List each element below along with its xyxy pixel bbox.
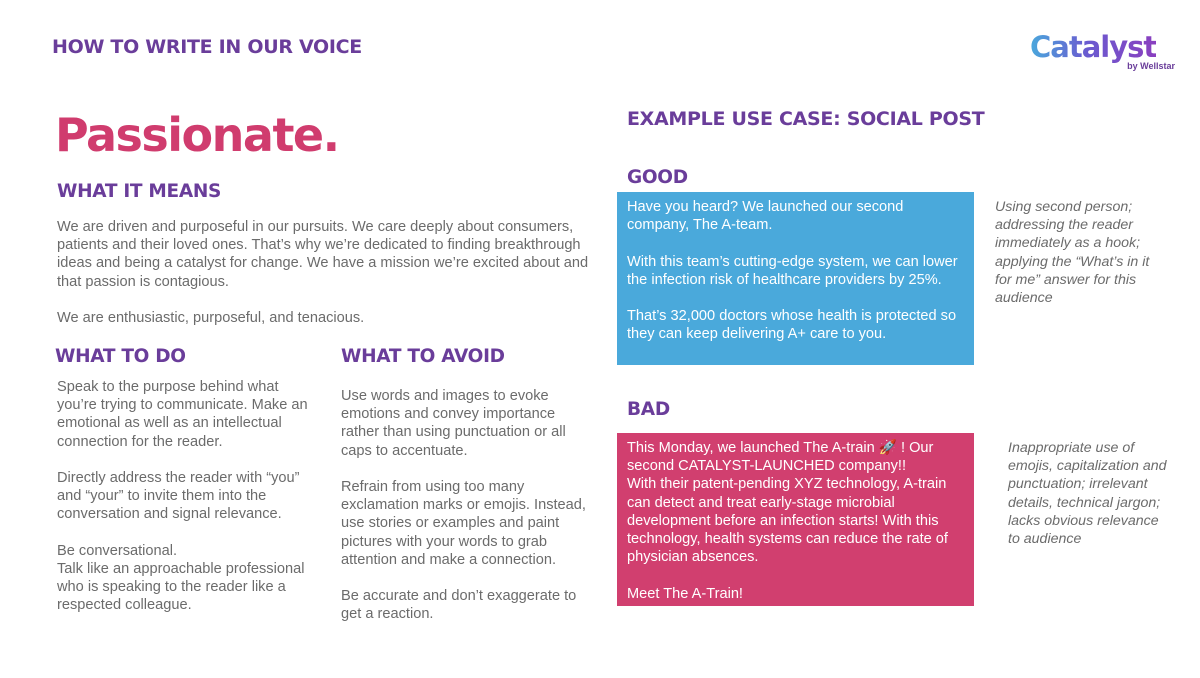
what-it-means-body: We are driven and purposeful in our pursuits. We care deeply about consumers, patients and their loved ones. That’s why we’re dedicated to finding breakthrough ideas and being a catalyst for change. We have a mission we’re excited about and that passion is contagious. We are enthusiastic, purposeful, and tenacious. [57, 219, 589, 327]
catalyst-logo [1030, 30, 1175, 74]
good-label: GOOD [627, 167, 688, 188]
what-to-avoid-body: Use words and images to evoke emotions and convey importance rather than using punctuation or all caps to accentuate. Refrain from using too many exclamation marks or emojis. Instead, use stories or examples and paint pictures with your words to grab attention and make a connection. Be accurate and don’t exaggerate to get a reaction. [341, 388, 586, 623]
good-note: Using second person; addressing the reader immediately as a hook; applying the “What’s in it for me” answer for this audience [995, 199, 1150, 307]
page-title: Passionate. [55, 108, 339, 162]
what-to-do-heading: WHAT TO DO [55, 346, 186, 367]
page-header-title: HOW TO WRITE IN OUR VOICE [52, 36, 362, 58]
bad-post-box: This Monday, we launched The A-train 🚀 ! Our second CATALYST-LAUNCHED company!! With their patent-pending XYZ technology, A-train can detect and treat early-stage microbial development before an infection starts! With this technology, health systems can reduce the rate of physician absences. Meet The A-Train! [617, 433, 974, 606]
logo-wordmark: Catalyst [1030, 30, 1157, 64]
good-post-box: Have you heard? We launched our second company, The A-team. With this team’s cutting-edge system, we can lower the infection risk of healthcare providers by 25%. That’s 32,000 doctors whose health is protected so they can keep delivering A+ care to you. [617, 192, 974, 365]
logo-subtext: by Wellstar [1127, 61, 1175, 71]
what-to-avoid-heading: WHAT TO AVOID [341, 346, 505, 367]
bad-label: BAD [627, 399, 670, 420]
what-to-do-body: Speak to the purpose behind what you’re trying to communicate. Make an emotional as well as an intellectual connection for the reader. Directly address the reader with “you” and “your” to invite them into the conversation and signal relevance. Be conversational. Talk like an approachable professional who is speaking to the reader like a respected colleague. [57, 379, 308, 614]
what-it-means-heading: WHAT IT MEANS [57, 181, 222, 202]
example-heading: EXAMPLE USE CASE: SOCIAL POST [627, 108, 985, 130]
bad-note: Inappropriate use of emojis, capitalization and punctuation; irrelevant details, technical jargon; lacks obvious relevance to audience [1008, 440, 1167, 548]
